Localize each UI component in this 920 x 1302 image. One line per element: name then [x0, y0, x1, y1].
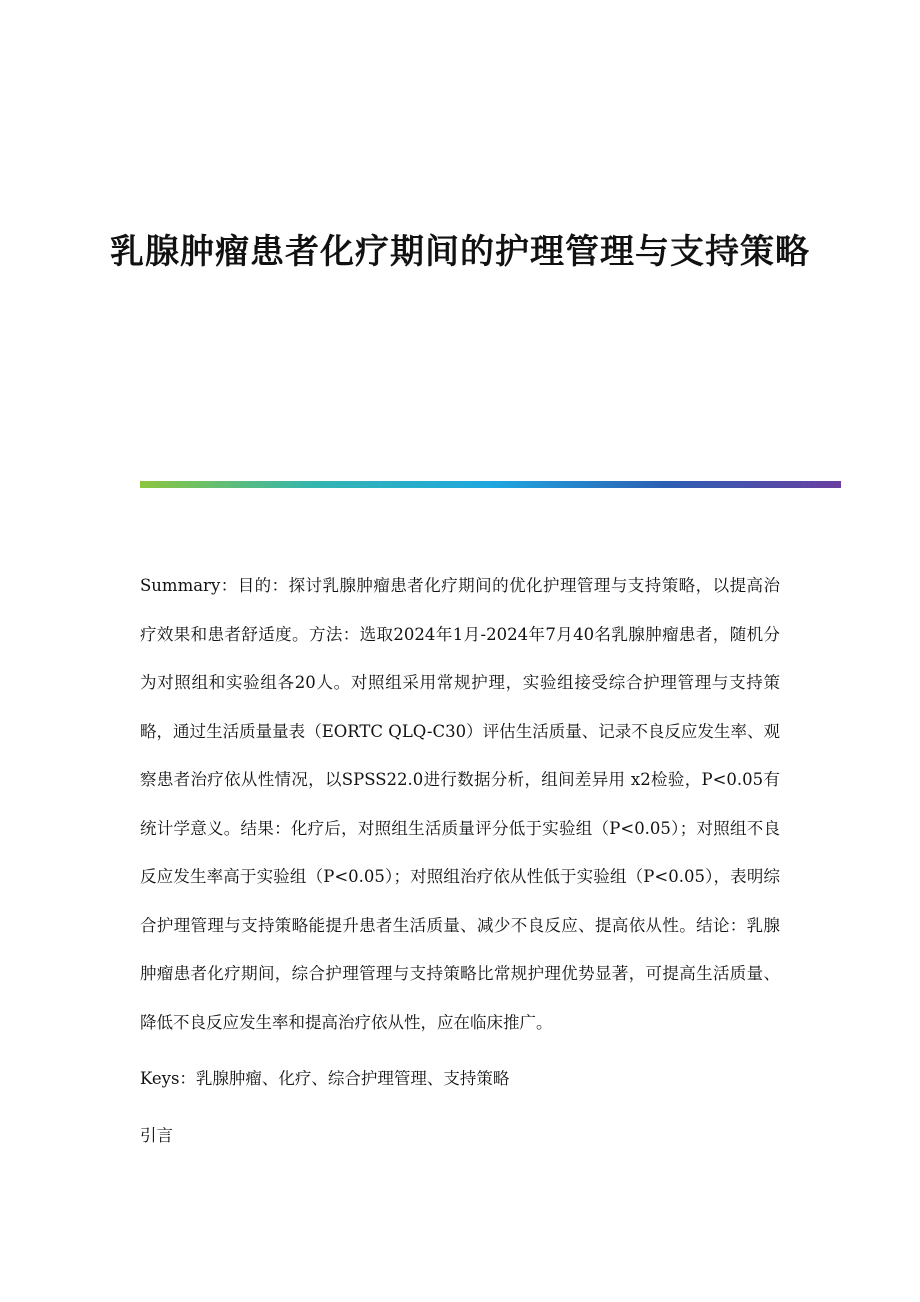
paper-title: 乳腺肿瘤患者化疗期间的护理管理与支持策略 — [110, 232, 810, 272]
paper-body — [140, 562, 780, 1160]
summary-paragraph: Summary：目的：探讨乳腺肿瘤患者化疗期间的优化护理管理与支持策略，以提高治疗效果和患者舒适度。方法：选取2024年1月-2024年7月40名乳腺肿瘤患者，随机分为对照组和实验组各20人。对照组采用常规护理，实验组接受综合护理管理与支持策略，通过生活质量量表（EORTC QLQ-C30）评估生活质量、记录不良反应发生率、观察患者治疗依从性情况，以SPSS22.0进行数据分析，组间差异用 x2检验，P<0.05有统计学意义。结果：化疗后，对照组生活质量评分低于实验组（P<0.05）；对照组不良反应发生率高于实验组（P<0.05）；对照组治疗依从性低于实验组（P<0.05），表明综合护理管理与支持策略能提升患者生活质量、减少不良反应、提高依从性。结论：乳腺肿瘤患者化疗期间，综合护理管理与支持策略比常规护理优势显著，可提高生活质量、降低不良反应发生率和提高治疗依从性，应在临床推广。 — [140, 576, 780, 1032]
gradient-divider — [140, 481, 841, 488]
intro-heading: 引言 — [140, 1125, 173, 1145]
keywords-line: Keys：乳腺肿瘤、化疗、综合护理管理、支持策略 — [140, 1069, 510, 1088]
